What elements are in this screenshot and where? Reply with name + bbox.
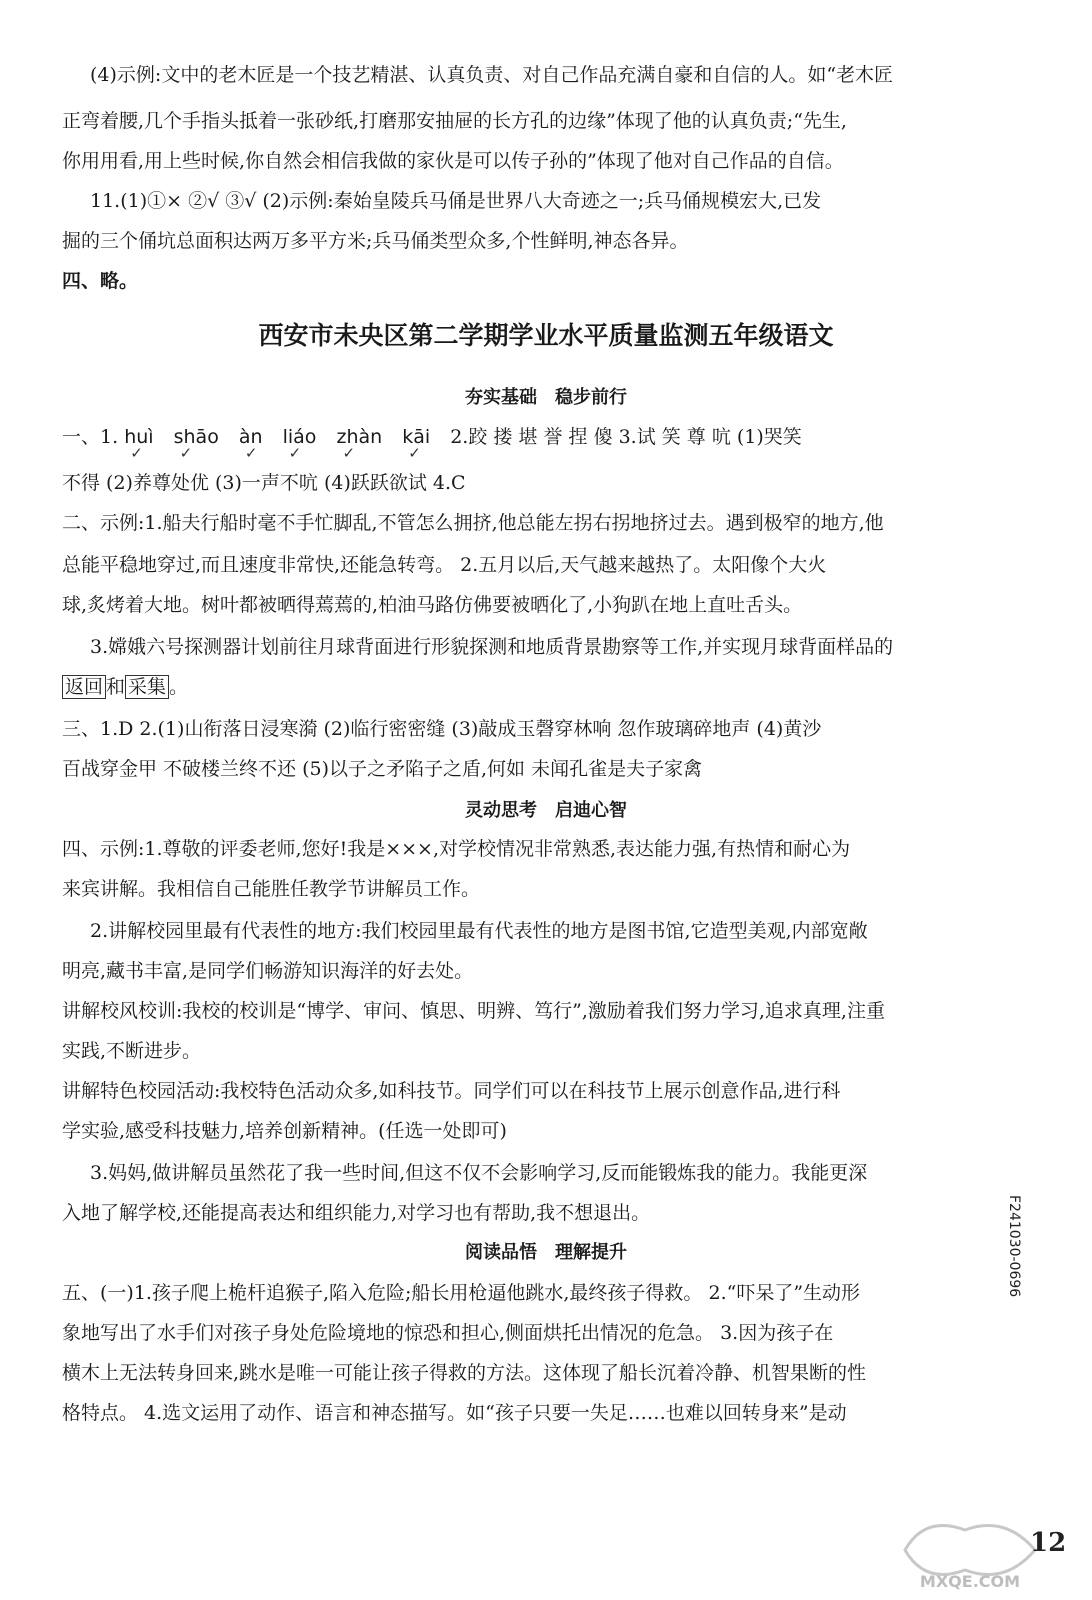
answer-line: 11.(1)①× ②√ ③√ (2)示例:秦始皇陵兵马俑是世界八大奇迹之一;兵马俑规模宏大,已发 [90, 190, 822, 212]
answer-line: 格特点。 4.选文运用了动作、语言和神态描写。如“孩子只要一失足……也难以回转身来”是动 [62, 1402, 847, 1424]
answer-text: 2.跤 搂 堪 誉 捏 傻 3.试 笑 尊 吭 (1)哭笑 [450, 426, 802, 448]
answer-text: 。 [169, 676, 189, 698]
section-heading: 夯实基础 稳步前行 [465, 387, 627, 408]
page-number: 12 [1030, 1528, 1067, 1558]
answer-line: 掘的三个俑坑总面积达两万多平方米;兵马俑类型众多,个性鲜明,神态各异。 [62, 230, 689, 252]
answer-line: 象地写出了水手们对孩子身处危险境地的惊恐和担心,侧面烘托出情况的危急。 3.因为孩子在 [62, 1322, 834, 1344]
question-prefix: 一、1. [62, 426, 119, 448]
boxed-word: 采集 [125, 675, 169, 699]
watermark-logo [895, 1505, 1045, 1595]
pinyin: zhàn ✓ [336, 422, 382, 452]
pinyin: àn ✓ [239, 422, 263, 452]
pinyin: liáo ✓ [283, 422, 317, 452]
answer-line: 二、示例:1.船夫行船时毫不手忙脚乱,不管怎么拥挤,他总能左拐右拐地挤过去。遇到极窄的地方,他 [62, 512, 884, 534]
answer-line: 正弯着腰,几个手指头抵着一张砂纸,打磨那安抽屉的长方孔的边缘”体现了他的认真负责;“先生, [62, 110, 847, 132]
side-code: F241030-0696 [1006, 1195, 1022, 1298]
answer-line: 3.嫦娥六号探测器计划前往月球背面进行形貌探测和地质背景勘察等工作,并实现月球背面样品的 [90, 636, 894, 658]
answer-line: 学实验,感受科技魅力,培养创新精神。(任选一处即可) [62, 1120, 507, 1142]
pinyin: huì ✓ [124, 422, 153, 452]
answer-line: 入地了解学校,还能提高表达和组织能力,对学习也有帮助,我不想退出。 [62, 1202, 651, 1224]
answer-line: 三、1.D 2.(1)山衔落日浸寒漪 (2)临行密密缝 (3)敲成玉磬穿林响 忽作玻璃碎地声 (4)黄沙 [62, 718, 822, 740]
question-1-line-1 [62, 422, 802, 452]
answer-line: 讲解特色校园活动:我校特色活动众多,如科技节。同学们可以在科技节上展示创意作品,进行科 [62, 1080, 841, 1102]
boxed-word: 返回 [62, 675, 106, 699]
answer-line: 2.讲解校园里最有代表性的地方:我们校园里最有代表性的地方是图书馆,它造型美观,内部宽敞 [90, 920, 868, 942]
answer-line: 百战穿金甲 不破楼兰终不还 (5)以子之矛陷子之盾,何如 未闻孔雀是夫子家禽 [62, 758, 703, 780]
pinyin: shāo ✓ [174, 422, 219, 452]
answer-line: 明亮,藏书丰富,是同学们畅游知识海洋的好去处。 [62, 960, 474, 982]
answer-text: 和 [106, 676, 126, 698]
answer-line: 讲解校风校训:我校的校训是“博学、审问、慎思、明辨、笃行”,激励着我们努力学习,追求真理,注重 [62, 1000, 885, 1022]
answer-line: 四、示例:1.尊敬的评委老师,您好!我是×××,对学校情况非常熟悉,表达能力强,有热情和耐心为 [62, 838, 851, 860]
watermark-text: MXQE.COM [919, 1572, 1021, 1591]
answer-line [62, 672, 188, 702]
pinyin: kāi ✓ [402, 422, 430, 452]
answer-line: 横木上无法转身回来,跳水是唯一可能让孩子得救的方法。这体现了船长沉着冷静、机智果断的性 [62, 1362, 867, 1384]
answer-line: 四、略。 [62, 270, 139, 292]
answer-line: 总能平稳地穿过,而且速度非常快,还能急转弯。 2.五月以后,天气越来越热了。太阳像个大火 [62, 554, 827, 576]
answer-line: 来宾讲解。我相信自己能胜任教学节讲解员工作。 [62, 878, 481, 900]
answer-line: 不得 (2)养尊处优 (3)一声不吭 (4)跃跃欲试 4.C [62, 472, 466, 494]
answer-line: 实践,不断进步。 [62, 1040, 202, 1062]
page-title: 西安市未央区第二学期学业水平质量监测五年级语文 [258, 321, 834, 350]
answer-line: 球,炙烤着大地。树叶都被晒得蔫蔫的,柏油马路仿佛要被晒化了,小狗趴在地上直吐舌头。 [62, 594, 803, 616]
answer-line: 你用用看,用上些时候,你自然会相信我做的家伙是可以传子孙的”体现了他对自己作品的自信。 [62, 150, 844, 172]
answer-line: 五、(一)1.孩子爬上桅杆追猴子,陷入危险;船长用枪逼他跳水,最终孩子得救。 2.“吓呆了”生动形 [62, 1282, 861, 1304]
answer-line: (4)示例:文中的老木匠是一个技艺精湛、认真负责、对自己作品充满自豪和自信的人。如“老木匠 [90, 64, 894, 86]
answer-line: 3.妈妈,做讲解员虽然花了我一些时间,但这不仅不会影响学习,反而能锻炼我的能力。我能更深 [90, 1162, 868, 1184]
section-heading: 阅读品悟 理解提升 [465, 1242, 627, 1263]
section-heading: 灵动思考 启迪心智 [465, 800, 627, 821]
